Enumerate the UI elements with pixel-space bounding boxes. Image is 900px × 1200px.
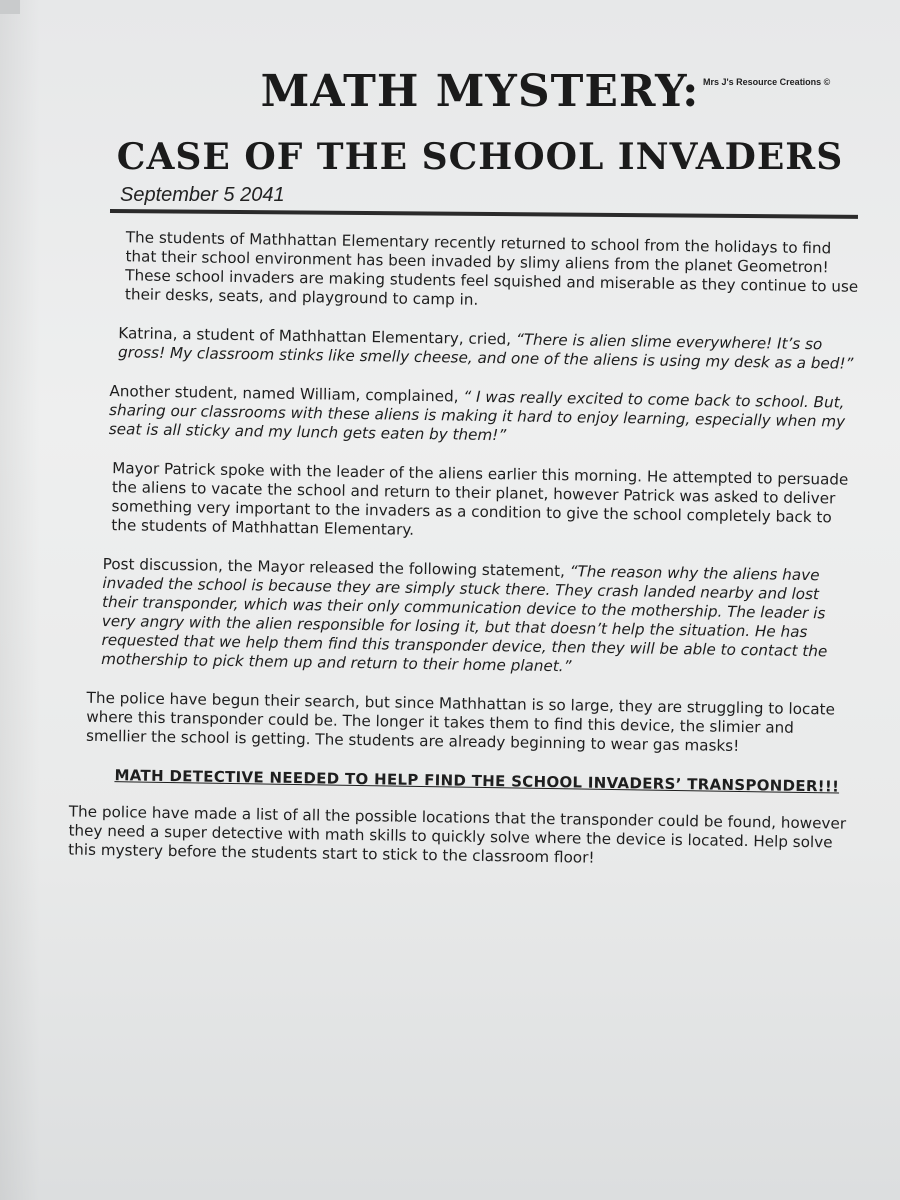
paragraph-katrina — [118, 324, 862, 374]
william-quote: “ I was really excited to come back to school. But, sharing our classrooms with these aliens is making it hard to enjoy learning, especially when my seat is all sticky and my lunch gets eaten by them!” — [108, 387, 846, 445]
katrina-lead: Katrina, a student of Mathhattan Elementary, cried, — [118, 324, 517, 349]
paragraph-police: The police have begun their search, but since Mathhattan is so large, they are struggling to locate where this transponder could be. The longer it takes them to find this device, the slimier and smellier the school is getting. The students are already beginning to wear gas masks! — [85, 688, 836, 755]
title-line-1: MATH MYSTERY: — [260, 66, 700, 117]
statement-quote: “The reason why the aliens have invaded the school is because they are simply stuck there. They crash landed nearby and lost their transponder, which was their only communication device to the mothership. The leader is very angry with the alien responsible for losing it, but that doesn’t help the situation. He has requested that we help them find this transponder device, then they will be able to contact the mothership to pick them up and return to their home planet.” — [101, 562, 828, 676]
katrina-quote: “There is alien slime everywhere! It’s so gross! My classroom stinks like smelly cheese, and one of the aliens is using my desk as a bed!” — [117, 330, 854, 373]
resource-credit: Mrs J's Resource Creations © — [703, 77, 831, 87]
page-shadow — [0, 0, 40, 1200]
paragraph-statement — [101, 555, 858, 681]
statement-lead: Post discussion, the Mayor released the following statement, — [102, 554, 570, 581]
title-line-2: CASE OF THE SCHOOL INVADERS — [116, 136, 844, 178]
article-date: September 5 2041 — [120, 184, 285, 206]
article-body — [68, 228, 863, 892]
header-rule — [110, 209, 858, 219]
paragraph-intro: The students of Mathhattan Elementary recently returned to school from the holidays to find that their school environment has been invaded by slimy aliens from the planet Geometron! These school invaders are making students feel squished and miserable as they continue to use their desks, seats, and playground to camp in. — [124, 228, 859, 309]
paragraph-william — [109, 382, 861, 451]
william-lead: Another student, named William, complained, — [109, 382, 464, 406]
paragraph-mayor: Mayor Patrick spoke with the leader of the aliens earlier this morning. He attempted to persuade the aliens to vacate the school and return to their planet, however Patrick was asked to deliver something very important to the invaders as a condition to give the school completely back to the students of Mathhattan Elementary. — [111, 459, 849, 539]
detective-heading: MATH DETECTIVE NEEDED TO HELP FIND THE SCHOOL INVADERS’ TRANSPONDER!!! — [114, 766, 840, 796]
page-corner — [0, 0, 20, 14]
paragraph-list: The police have made a list of all the possible locations that the transponder could be found, however they need a super detective with math skills to quickly solve where the device is located. Help solve this mystery before the students start to stick to the classroom floor! — [68, 802, 847, 867]
